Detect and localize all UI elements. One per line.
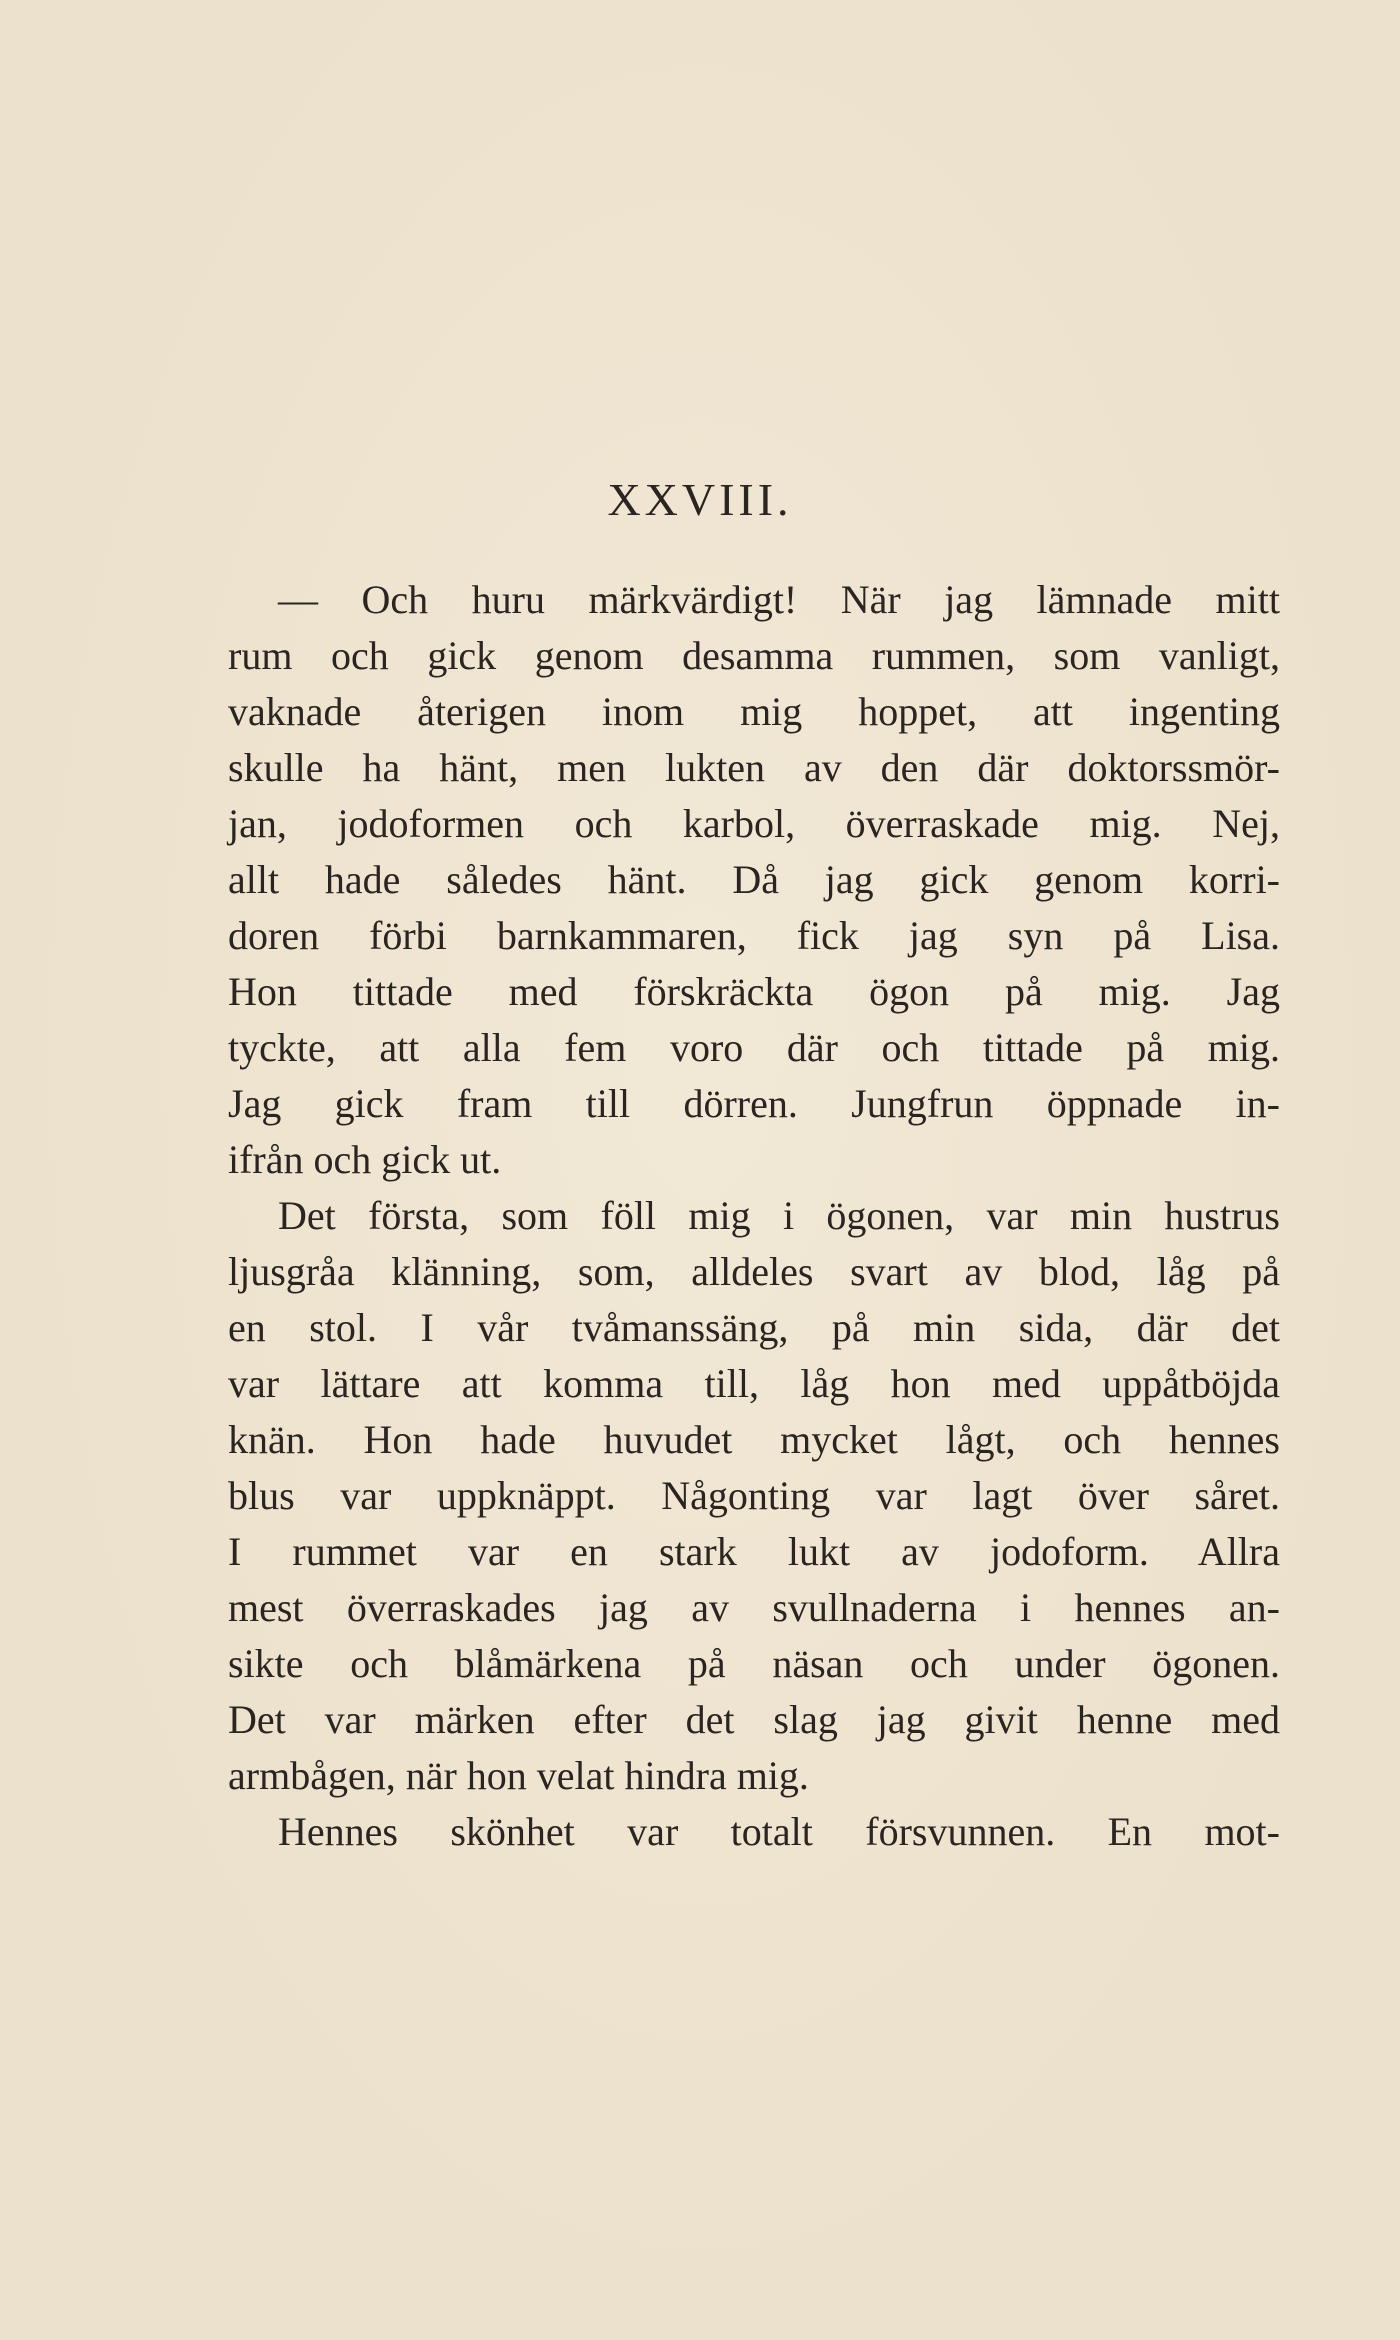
text-line: en stol. I vår tvåmanssäng, på min sida, där det <box>228 1305 1280 1350</box>
chapter-heading: XXVIII. <box>607 474 793 525</box>
text-line: ifrån och gick ut. <box>228 1137 502 1182</box>
text-line: I rummet var en stark lukt av jodoform. Allra <box>228 1529 1280 1574</box>
text-line: Hennes skönhet var totalt försvunnen. En mot- <box>278 1809 1280 1854</box>
text-line: var lättare att komma till, låg hon med uppåtböjda <box>228 1361 1280 1406</box>
text-line: jan, jodoformen och karbol, överraskade mig. Nej, <box>228 801 1280 846</box>
text-line: Det var märken efter det slag jag givit henne med <box>228 1697 1280 1742</box>
text-line: knän. Hon hade huvudet mycket lågt, och hennes <box>228 1417 1280 1462</box>
text-line: sikte och blåmärkena på näsan och under ögonen. <box>228 1641 1280 1686</box>
body-text <box>228 572 1280 1860</box>
text-line: Hon tittade med förskräckta ögon på mig. Jag <box>228 969 1280 1014</box>
text-line: ljusgråa klänning, som, alldeles svart av blod, låg på <box>228 1249 1280 1294</box>
text-line: — Och huru märkvärdigt! När jag lämnade mitt <box>278 577 1280 622</box>
text-line: Jag gick fram till dörren. Jungfrun öppnade in- <box>228 1081 1280 1126</box>
text-line: tyckte, att alla fem voro där och tittade på mig. <box>228 1025 1280 1070</box>
text-line: rum och gick genom desamma rummen, som vanligt, <box>228 633 1280 678</box>
text-line: vaknade återigen inom mig hoppet, att ingenting <box>228 689 1280 734</box>
text-line: skulle ha hänt, men lukten av den där doktorssmör- <box>228 745 1280 790</box>
text-line: blus var uppknäppt. Någonting var lagt över såret. <box>228 1473 1280 1518</box>
text-line: Det första, som föll mig i ögonen, var min hustrus <box>278 1193 1280 1238</box>
text-line: doren förbi barnkammaren, fick jag syn på Lisa. <box>228 913 1280 958</box>
text-line: armbågen, när hon velat hindra mig. <box>228 1753 809 1798</box>
text-line: allt hade således hänt. Då jag gick genom korri- <box>228 857 1280 902</box>
text-line: mest överraskades jag av svullnaderna i hennes an- <box>228 1585 1280 1630</box>
